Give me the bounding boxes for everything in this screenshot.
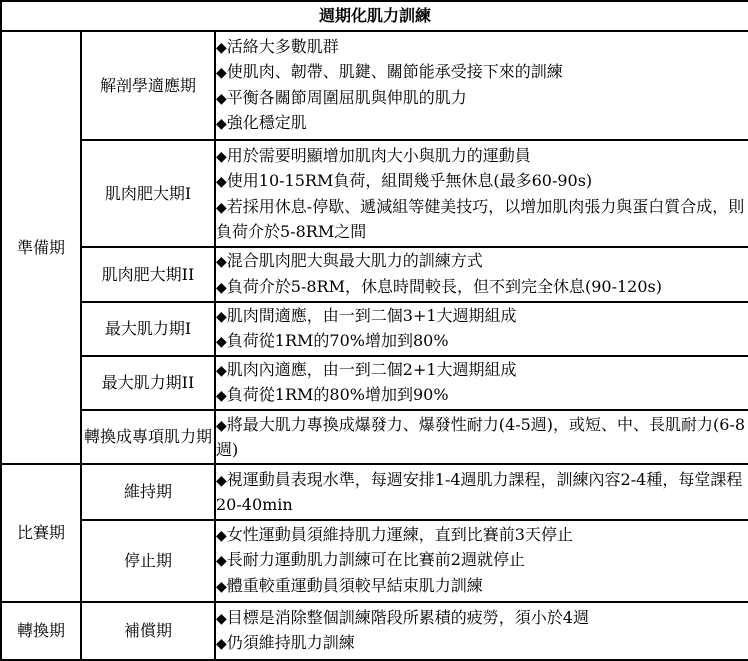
diamond-bullet-icon: ◆: [216, 362, 227, 379]
table-row: [1, 302, 748, 356]
phase-label-preparation: 準備期: [1, 31, 81, 464]
list-item: ◆使用10-15RM負荷，組間幾乎無休息(最多60-90s): [216, 171, 593, 190]
list-item: ◆用於需要明顯增加肌肉大小與肌力的運動員: [216, 145, 531, 165]
diamond-bullet-icon: ◆: [216, 148, 227, 165]
list-item: ◆強化穩定肌: [216, 113, 307, 132]
subphase-content: [215, 140, 748, 247]
diamond-bullet-icon: ◆: [216, 308, 227, 325]
table-row: [1, 602, 748, 660]
diamond-bullet-icon: ◆: [216, 116, 227, 132]
diamond-bullet-icon: ◆: [216, 279, 227, 296]
subphase-content: [215, 602, 748, 660]
table-row: [1, 520, 748, 602]
table-row: [1, 410, 748, 464]
list-item: ◆平衡各關節周圍屈肌與伸肌的肌力: [216, 87, 467, 107]
table-row: [1, 140, 748, 247]
list-item: ◆負荷從1RM的70%增加到80%: [216, 331, 449, 350]
list-item: ◆若採用休息-停歇、遞減組等健美技巧，以增加肌肉張力與蛋白質合成，則負荷介於5-8RM之間: [216, 196, 745, 241]
subphase-label: 轉換成專項肌力期: [81, 410, 215, 464]
diamond-bullet-icon: ◆: [216, 417, 227, 434]
list-item: ◆仍須維持肌力訓練: [216, 633, 355, 652]
phase-label-competition: 比賽期: [1, 464, 81, 602]
diamond-bullet-icon: ◆: [216, 472, 227, 489]
subphase-label: 解剖學適應期: [81, 31, 215, 140]
subphase-content: [215, 247, 748, 302]
subphase-label: 最大肌力期I: [81, 302, 215, 356]
list-item: ◆肌肉內適應，由一到二個2+1大週期組成: [216, 359, 517, 379]
diamond-bullet-icon: ◆: [216, 39, 227, 56]
table-row: [1, 31, 748, 140]
diamond-bullet-icon: ◆: [216, 334, 227, 350]
diamond-bullet-icon: ◆: [216, 636, 227, 652]
list-item: ◆使肌肉、韌帶、肌鍵、關節能承受接下來的訓練: [216, 62, 563, 81]
diamond-bullet-icon: ◆: [216, 174, 227, 190]
phase-label-transition: 轉換期: [1, 602, 81, 660]
list-item: ◆女性運動員須維持肌力運練，直到比賽前3天停止: [216, 524, 573, 544]
subphase-label: 最大肌力期II: [81, 356, 215, 410]
diamond-bullet-icon: ◆: [216, 254, 227, 270]
subphase-content: [215, 410, 748, 464]
diamond-bullet-icon: ◆: [216, 65, 227, 81]
diamond-bullet-icon: ◆: [216, 553, 227, 570]
subphase-label: 補償期: [81, 602, 215, 660]
diamond-bullet-icon: ◆: [216, 578, 227, 595]
table-row: [1, 247, 748, 302]
list-item: ◆體重較重運動員須較早結束肌力訓練: [216, 575, 483, 595]
subphase-content: [215, 31, 748, 140]
diamond-bullet-icon: ◆: [216, 90, 227, 107]
list-item: ◆目標是消除整個訓練階段所累積的疲勞，須小於4週: [216, 607, 589, 627]
subphase-label: 肌肉肥大期II: [81, 247, 215, 302]
list-item: ◆混合肌肉肥大與最大肌力的訓練方式: [216, 251, 483, 270]
table-row: [1, 356, 748, 410]
subphase-label: 停止期: [81, 520, 215, 602]
list-item: ◆肌肉間適應，由一到二個3+1大週期組成: [216, 305, 517, 325]
subphase-content: [215, 356, 748, 410]
subphase-content: [215, 520, 748, 602]
diamond-bullet-icon: ◆: [216, 388, 227, 404]
list-item: ◆長耐力運動肌力訓練可在比賽前2週就停止: [216, 550, 525, 570]
table-row: [1, 464, 748, 520]
diamond-bullet-icon: ◆: [216, 199, 227, 216]
list-item: ◆視運動員表現水準，每週安排1-4週肌力課程，訓練內容2-4種，每堂課程20-40min: [216, 469, 743, 514]
subphase-content: [215, 302, 748, 356]
subphase-label: 肌肉肥大期I: [81, 140, 215, 247]
list-item: ◆將最大肌力專換成爆發力、爆發性耐力(4-5週)，或短、中、長肌耐力(6-8週): [216, 414, 746, 459]
table-title: 週期化肌力訓練: [1, 1, 748, 31]
list-item: ◆負荷介於5-8RM，休息時間較長，但不到完全休息(90-120s): [216, 276, 662, 296]
subphase-content: [215, 464, 748, 520]
list-item: ◆負荷從1RM的80%增加到90%: [216, 385, 449, 404]
subphase-label: 維持期: [81, 464, 215, 520]
list-item: ◆活絡大多數肌群: [216, 36, 339, 56]
diamond-bullet-icon: ◆: [216, 527, 227, 544]
diamond-bullet-icon: ◆: [216, 610, 227, 627]
